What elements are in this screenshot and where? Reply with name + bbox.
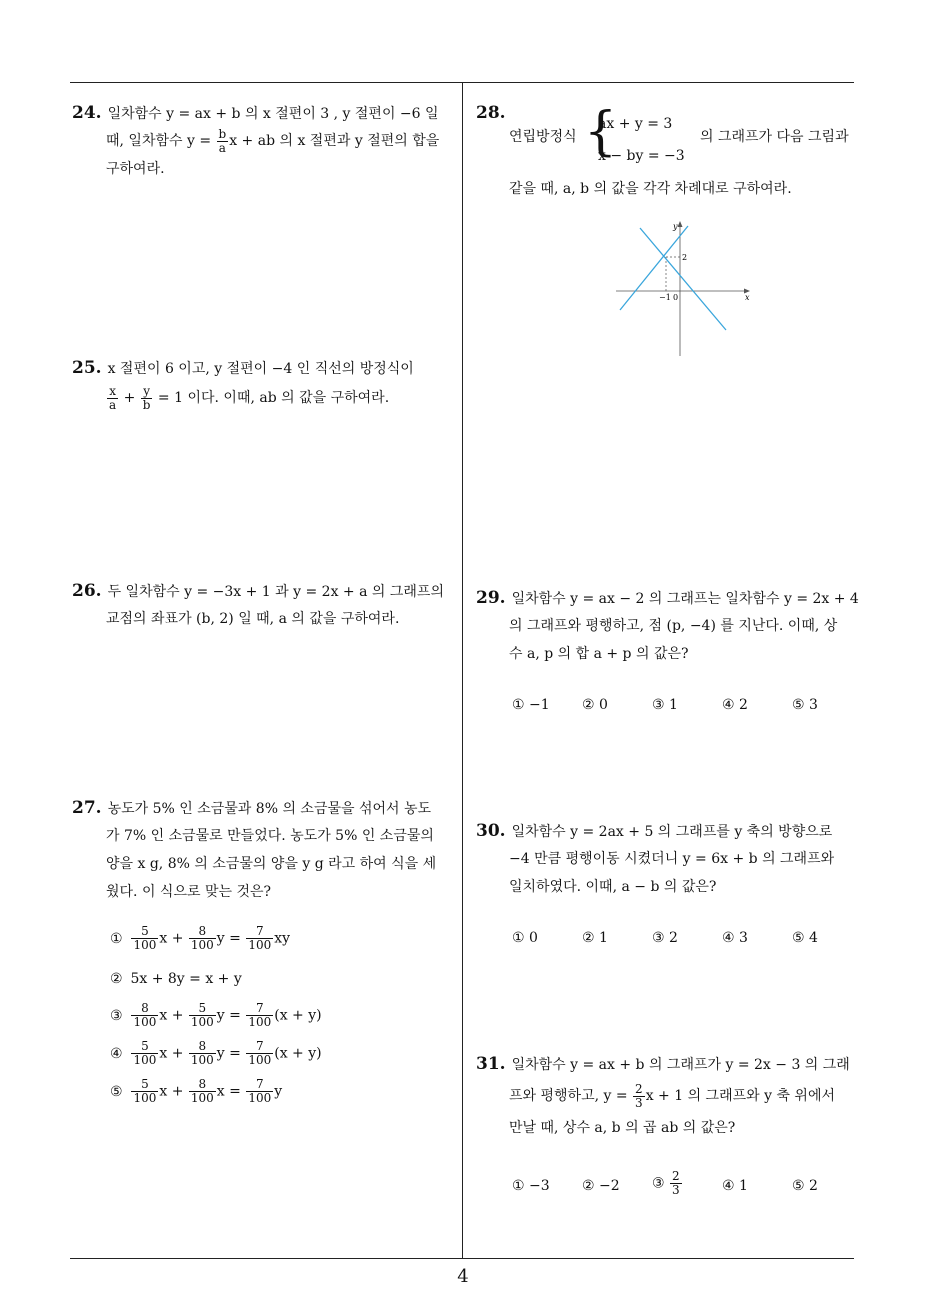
- question-number: 29.: [476, 588, 506, 608]
- choice-2[interactable]: [110, 968, 242, 990]
- question-number: 30.: [476, 821, 506, 841]
- choice-4[interactable]: ④ 1: [722, 1178, 748, 1194]
- question-text: 일차함수 y = ax + b 의 x 절편이 3 , y 절편이 −6 일: [107, 106, 439, 122]
- choice-5[interactable]: ⑤ 4: [792, 930, 818, 946]
- fraction: $\frac{y}{b}$: [142, 383, 151, 412]
- question-number: 28.: [476, 103, 506, 123]
- question-24: [72, 99, 462, 183]
- question-number: 31.: [476, 1054, 506, 1074]
- question-text: 구하여라.: [106, 161, 165, 177]
- question-text: x + ab 의 x 절편과 y 절편의 합을: [229, 133, 440, 149]
- fraction: $\frac{2}{3}$: [635, 1081, 643, 1110]
- fraction: $\frac{b}{a}$: [218, 126, 227, 155]
- system-prefix: 연립방정식: [509, 129, 577, 145]
- question-text: = 1 이다. 이때, ab 의 값을 구하여라.: [153, 390, 390, 406]
- tick-label-minus-1: −1: [659, 293, 671, 302]
- brace-icon: {: [584, 102, 618, 162]
- choice-3[interactable]: ③ 2: [652, 930, 678, 946]
- choice-3[interactable]: ③ $\frac{8}{100}$ x + $\frac{5}{100}$ y = $\frac{7}{100}$ (x + y): [110, 1001, 322, 1029]
- column-divider: [462, 83, 463, 1258]
- choice-3[interactable]: [652, 1170, 683, 1197]
- choice-mark: ①: [110, 930, 123, 947]
- choice-2[interactable]: ② 0: [582, 697, 608, 713]
- question-text: 일차함수 y = 2ax + 5 의 그래프를 y 축의 방향으로: [511, 824, 833, 840]
- question-27: [72, 794, 462, 906]
- question-text: 두 일차함수 y = −3x + 1 과 y = 2x + a 의 그래프의: [107, 584, 444, 600]
- bottom-rule: [70, 1258, 854, 1259]
- choice-2[interactable]: ② 1: [582, 930, 608, 946]
- question-text: 양을 x g, 8% 의 소금물의 양을 y g 라고 하여 식을 세: [106, 856, 437, 872]
- question-text: x + 1 의 그래프와 y 축 위에서: [645, 1088, 835, 1104]
- question-text: 프와 평행하고, y =: [509, 1088, 633, 1104]
- y-axis-label: y: [673, 222, 678, 231]
- question-text: 가 7% 인 소금물로 만들었다. 농도가 5% 인 소금물의: [106, 828, 434, 844]
- choice-1[interactable]: ① −1: [512, 697, 550, 713]
- graph-figure: [610, 218, 760, 360]
- choice-1[interactable]: ① 0: [512, 930, 538, 946]
- question-number: 25.: [72, 358, 102, 378]
- question-30: [476, 817, 866, 901]
- plus-sign: +: [119, 390, 140, 406]
- question-number: 26.: [72, 581, 102, 601]
- system-equation-1: ax + y = 3: [598, 116, 673, 132]
- choice-5[interactable]: ⑤ 2: [792, 1178, 818, 1194]
- question-text: 수 a, p 의 합 a + p 의 값은?: [509, 646, 689, 662]
- question-number: 27.: [72, 798, 102, 818]
- question-text: 교점의 좌표가 (b, 2) 일 때, a 의 값을 구하여라.: [106, 611, 400, 627]
- choice-mark: ③: [110, 1007, 123, 1024]
- x-axis-label: x: [745, 293, 750, 302]
- choice-4[interactable]: ④ 3: [722, 930, 748, 946]
- question-text: 농도가 5% 인 소금물과 8% 의 소금물을 섞어서 농도: [107, 801, 432, 817]
- choice-1[interactable]: ① $\frac{5}{100}$ x + $\frac{8}{100}$ y = $\frac{7}{100}$ xy: [110, 924, 291, 952]
- question-25: [72, 354, 462, 412]
- choice-4[interactable]: ④ 2: [722, 697, 748, 713]
- choice-3[interactable]: ③ 1: [652, 697, 678, 713]
- page-number: 4: [457, 1266, 469, 1287]
- question-text: x 절편이 6 이고, y 절편이 −4 인 직선의 방정식이: [107, 361, 414, 377]
- question-text: 웠다. 이 식으로 맞는 것은?: [106, 884, 271, 900]
- graph-line-2: [640, 228, 726, 330]
- question-text: 만날 때, 상수 a, b 의 곱 ab 의 값은?: [509, 1120, 736, 1136]
- origin-label: 0: [673, 293, 679, 302]
- question-text: 의 그래프와 평행하고, 점 (p, −4) 를 지난다. 이때, 상: [509, 618, 838, 634]
- question-31: [476, 1050, 866, 1142]
- question-text: −4 만큼 평행이동 시켰더니 y = 6x + b 의 그래프와: [509, 851, 835, 867]
- choice-4[interactable]: ④ $\frac{5}{100}$ x + $\frac{8}{100}$ y = $\frac{7}{100}$ (x + y): [110, 1039, 322, 1067]
- choice-mark: ⑤: [110, 1083, 123, 1100]
- choice-5[interactable]: ⑤ 3: [792, 697, 818, 713]
- y-axis-arrow-icon: [678, 221, 683, 227]
- question-text: 일차함수 y = ax − 2 의 그래프는 일차함수 y = 2x + 4: [511, 591, 859, 607]
- system-equation-2: x − by = −3: [598, 148, 685, 164]
- question-text: 같을 때, a, b 의 값을 각각 차례대로 구하여라.: [509, 181, 792, 197]
- question-26: [72, 577, 462, 633]
- question-number: 24.: [72, 103, 102, 123]
- choice-mark: ④: [110, 1045, 123, 1062]
- question-29: [476, 584, 866, 668]
- system-suffix: 의 그래프가 다음 그림과: [700, 129, 849, 145]
- choice-5[interactable]: ⑤ $\frac{5}{100}$ x + $\frac{8}{100}$ x = $\frac{7}{100}$ y: [110, 1077, 283, 1105]
- question-text: 일차함수 y = ax + b 의 그래프가 y = 2x − 3 의 그래: [511, 1057, 850, 1073]
- fraction: $\frac{2}{3}$: [672, 1169, 680, 1197]
- choice-2[interactable]: ② −2: [582, 1178, 620, 1194]
- choice-1[interactable]: ① −3: [512, 1178, 550, 1194]
- choice-text: 5x + 8y = x + y: [130, 971, 242, 987]
- choice-mark: ②: [110, 971, 123, 987]
- choice-mark: ③: [652, 1175, 665, 1192]
- question-text: 때, 일차함수 y =: [106, 133, 216, 149]
- tick-label-2: 2: [682, 253, 688, 262]
- question-text: 일치하였다. 이때, a − b 의 값은?: [509, 879, 717, 895]
- fraction: $\frac{x}{a}$: [109, 383, 117, 412]
